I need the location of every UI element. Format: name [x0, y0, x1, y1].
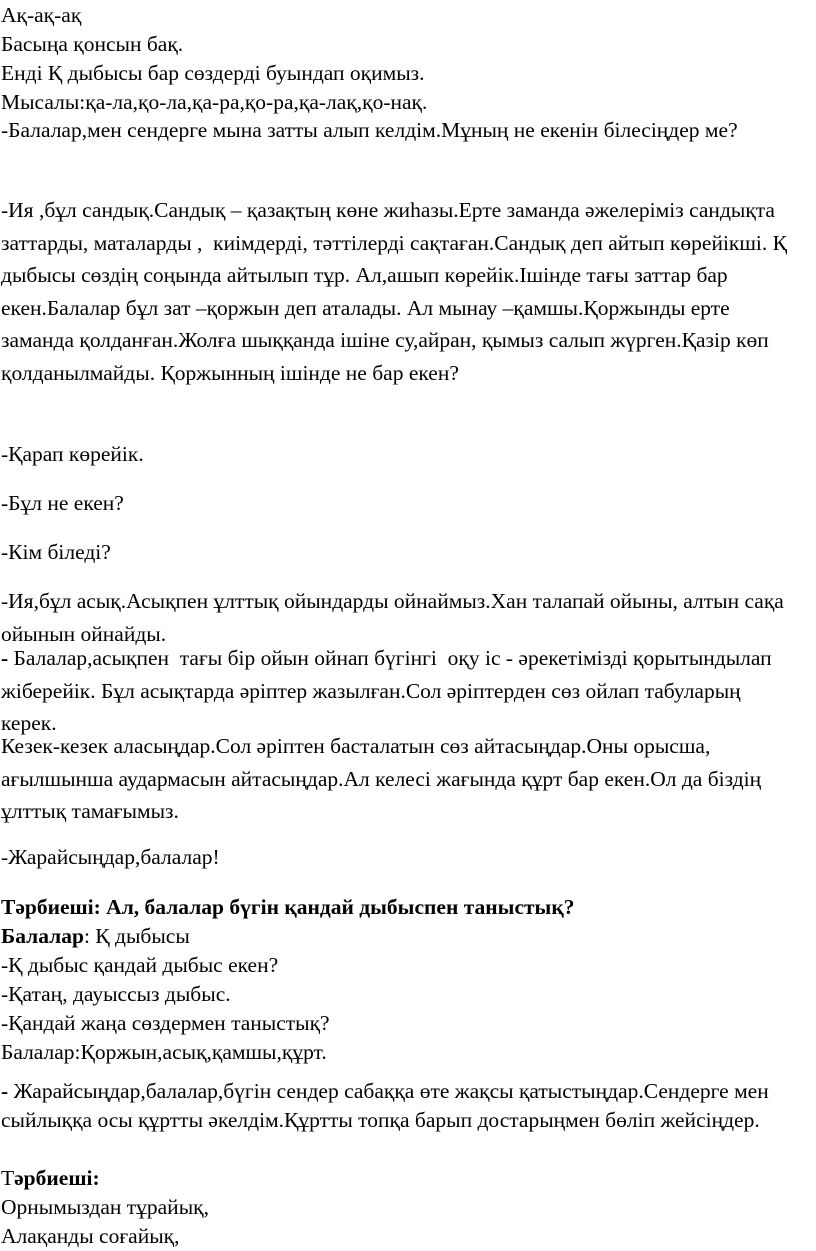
text-line: Енді Қ дыбысы бар сөздерді буындап оқимыз. — [1, 61, 425, 85]
paragraph-text: Жарайсыңдар,балалар,бүгін сендер сабаққа өте жақсы қатыстыңдар.Сендерге мен сыйлыққа осы құртты әкелдім.Құртты топқа барып достарыңмен бөліп жейсіңдер. — [1, 1079, 775, 1132]
paragraph-text: Балалар,асықпен тағы бір ойын ойнап бүгінгі оқу іс - әрекетімізді қорытындылап жіберейік. Бұл асықтарда әріптер жазылған.Сол әріптерден сөз ойлап табуларың керек. — [1, 646, 778, 735]
paragraph — [1, 642, 801, 740]
text-line: Мысалы:қа-ла,қо-ла,қа-ра,қо-ра,қа-лақ,қо-нақ. — [1, 90, 428, 114]
paragraph: -Ия,бұл асық.Асықпен ұлттық ойындарды ойнаймыз.Хан талапай ойыны, алтын сақа ойынын ойнайды. — [1, 589, 790, 646]
final-paragraph — [1, 1077, 801, 1135]
teacher-label: Тәрбиеші: — [1, 1166, 100, 1190]
paragraph: -Ия ,бұл сандық.Сандық – қазақтың көне жиһазы.Ерте заманда әжелеріміз сандықта заттарды, маталарды , киімдерді, тәттілерді сақтаған.Сандық деп айтып көрейікші. Қ дыбысы сөздің соңында айтылып тұр. Ал,ашып көрейік.Ішінде тағы заттар бар екен.Балалар бұл зат –қоржын деп аталады. Ал мынау –қамшы.Қоржынды ерте заманда қолданған.Жолға шыққанда ішіне су,айран, қымыз салып жүрген.Қазір көп қолданылмайды. Қоржынның ішінде не бар екен? — [1, 198, 793, 385]
intro-lines — [1, 1, 801, 117]
paragraph: Кезек-кезек аласыңдар.Сол әріптен басталатын сөз айтасыңдар.Оны орысша, ағылшынша аудармасын айтасыңдар.Ал келесі жағында құрт бар екен.Ол да біздің ұлттық тамағымыз. — [1, 734, 767, 823]
qa-block — [1, 893, 801, 1067]
text-line: Алақанды соғайық, — [1, 1224, 180, 1248]
teacher-question: Тәрбиеші: Ал, балалар бүгін қандай дыбыспен таныстық? — [1, 895, 575, 919]
kids-answer: Балалар: Қ дыбысы — [1, 924, 190, 948]
dash-mark: - — [1, 646, 14, 670]
text-line: Басыңа қонсын бақ. — [1, 32, 184, 56]
text-line: -Қандай жаңа сөздермен таныстық? — [1, 1011, 330, 1035]
paragraph: -Кім біледі? — [1, 540, 111, 564]
text-line: Балалар:Қоржын,асық,қамшы,құрт. — [1, 1040, 327, 1064]
text-line: -Қатаң, дауыссыз дыбыс. — [1, 982, 231, 1006]
text-line: Орнымыздан тұрайық, — [1, 1195, 209, 1219]
paragraph: -Бұл не екен? — [1, 491, 124, 515]
dash-mark: - — [1, 1079, 14, 1103]
paragraph: -Жарайсыңдар,балалар! — [1, 845, 220, 869]
paragraph: -Қарап көрейік. — [1, 442, 144, 466]
paragraph: -Балалар,мен сендерге мына затты алып келдім.Мұның не екенін білесіңдер ме? — [1, 118, 738, 142]
text-line: Ақ-ақ-ақ — [1, 3, 82, 27]
text-line: -Қ дыбыс қандай дыбыс екен? — [1, 953, 279, 977]
closing-block — [1, 1164, 801, 1251]
